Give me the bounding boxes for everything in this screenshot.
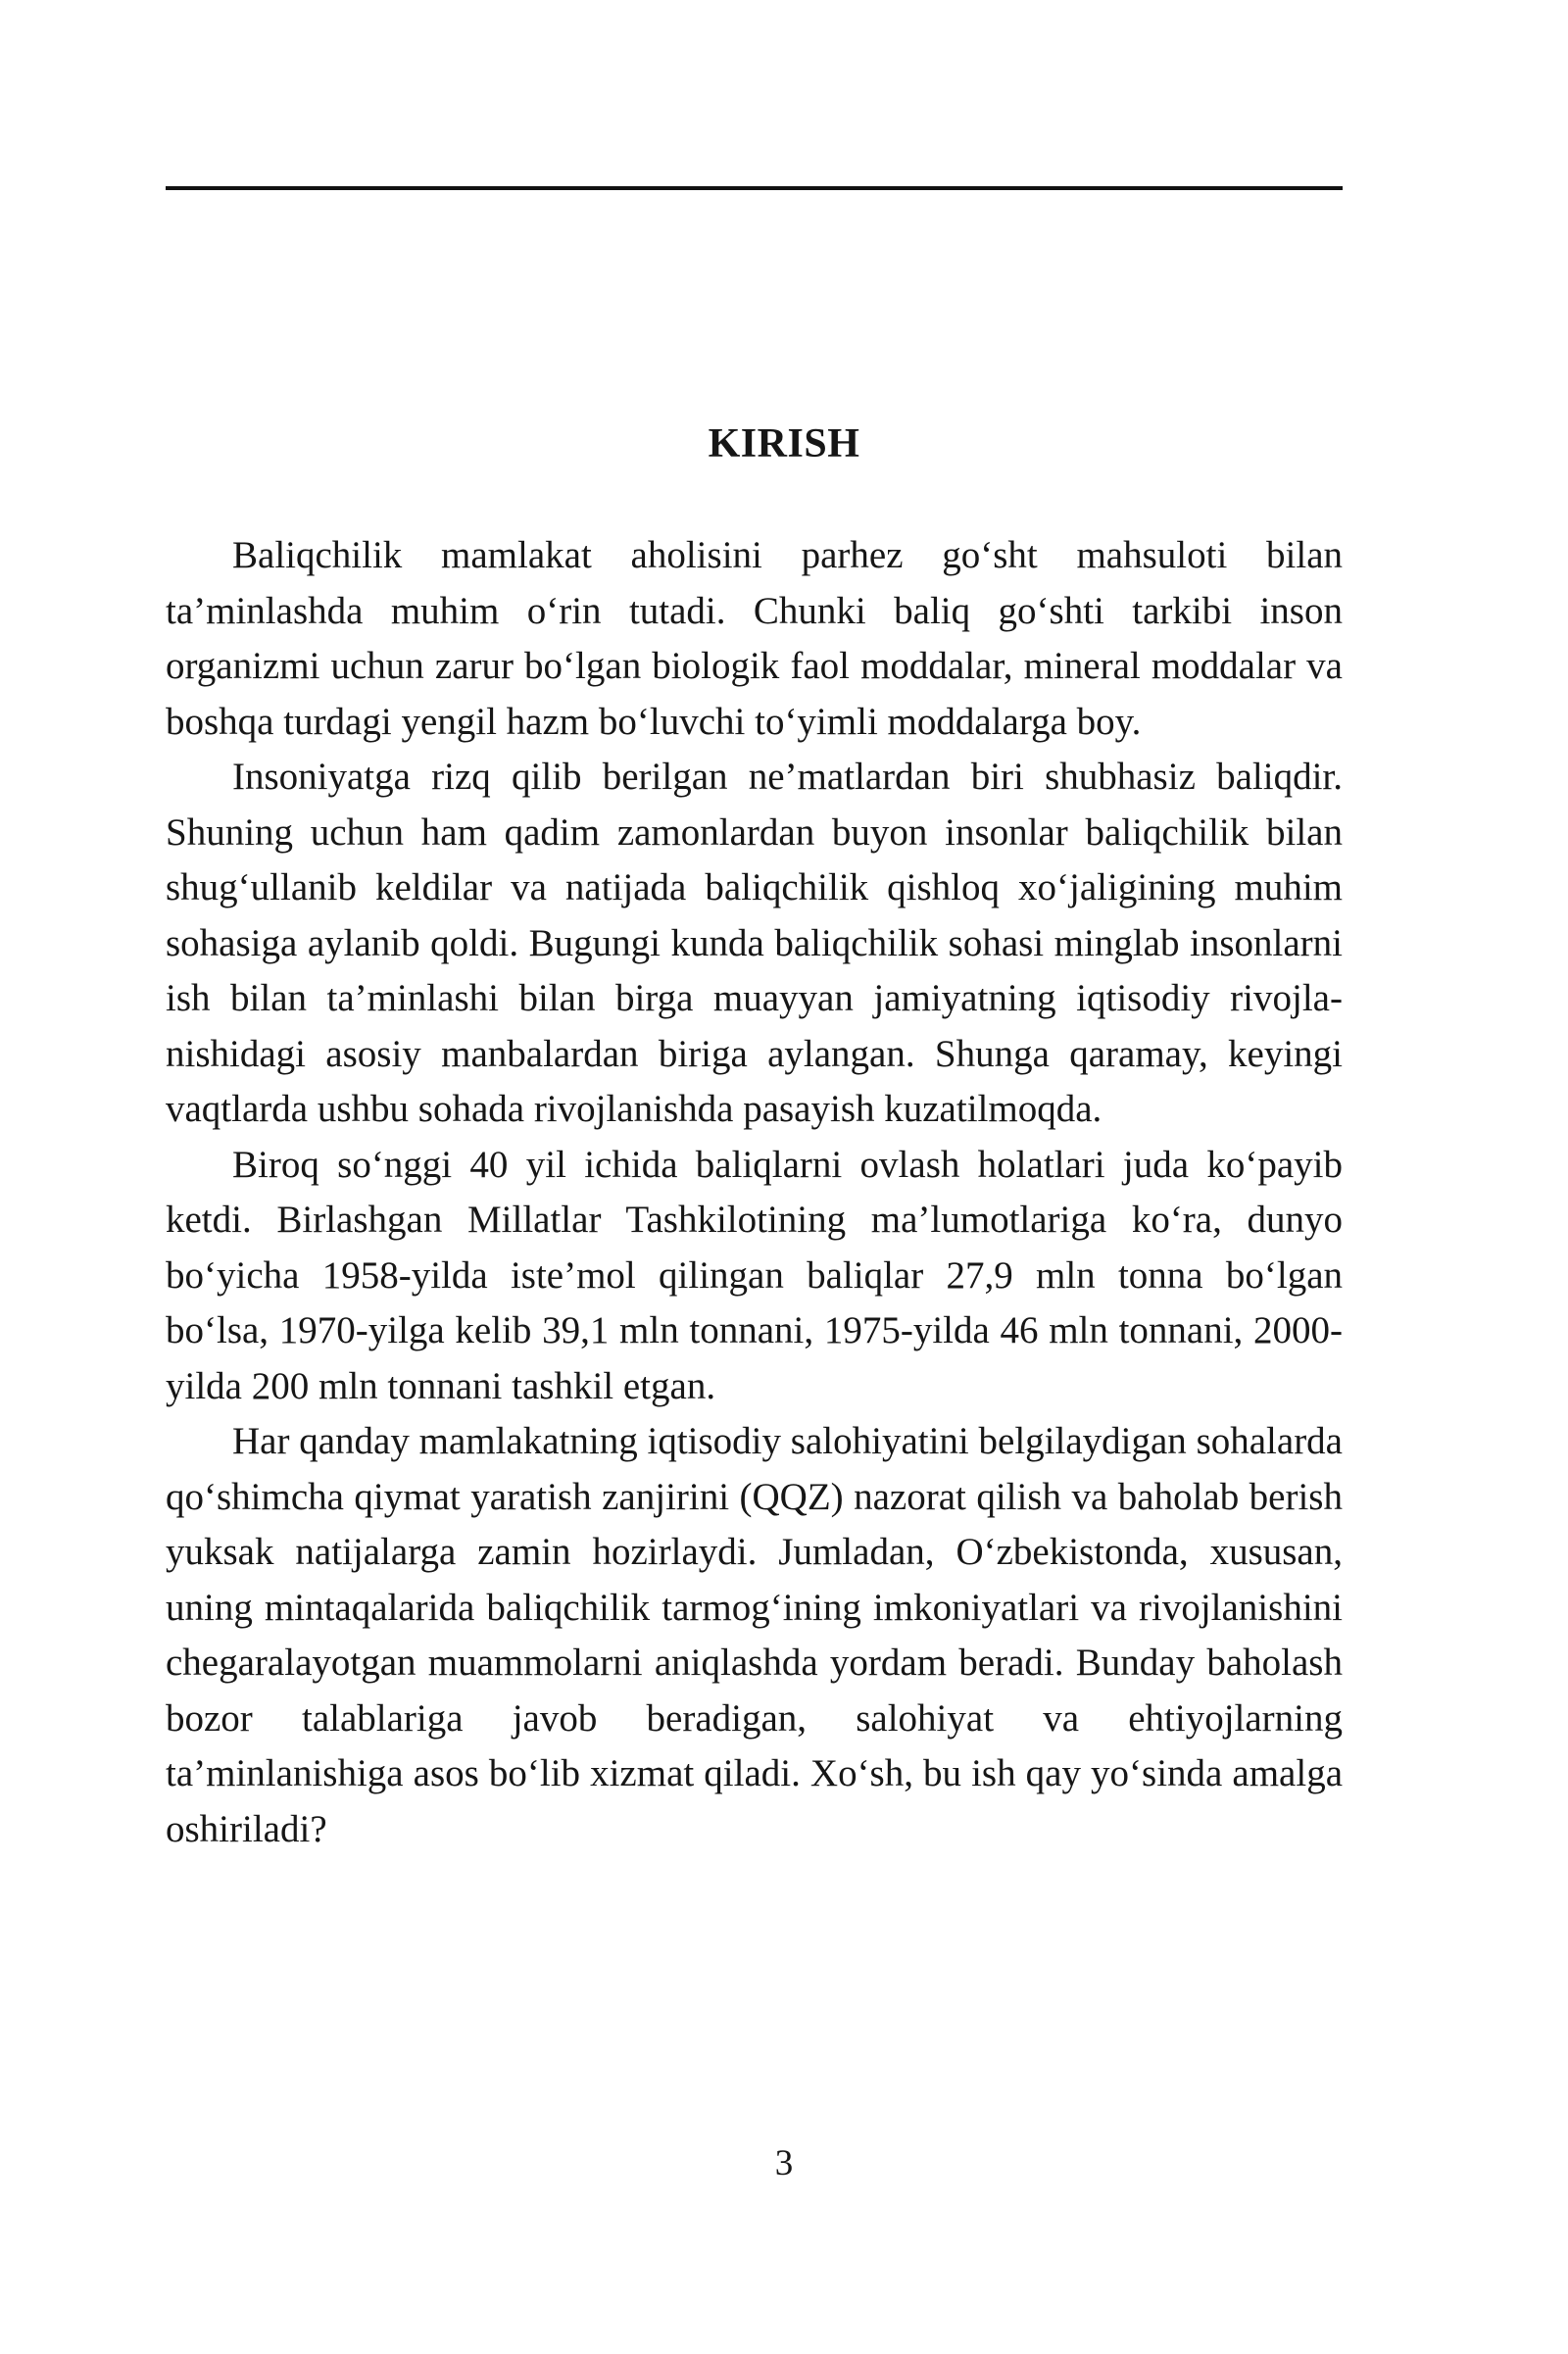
header-rule: [166, 186, 1343, 190]
chapter-heading: KIRISH: [708, 421, 860, 466]
paragraph: Insoniyatga rizq qilib berilgan ne’matlardan biri shubhasiz baliqdir. Shuning uchun ham qadim zamonlardan buyon insonlar baliqchilik bilan shug‘ullanib keldilar va natijada baliqchilik qishloq xo‘jaligining muhim sohasiga aylanib qoldi. Bugungi kunda baliqchilik sohasi minglab insonlarni ish bilan ta’minlashi bilan birga muayyan jamiyatning iqtisodiy rivojlanishidagi asosiy manbalardan biriga aylangan. Shunga qaramay, keyingi vaqtlarda ushbu sohada rivojlanishda pasayish kuzatilmoqda.: [166, 756, 1343, 1130]
paragraph: Baliqchilik mamlakat aholisini parhez go‘sht mahsuloti bilan ta’minlashda muhim o‘rin tutadi. Chunki baliq go‘shti tarkibi inson organizmi uchun zarur bo‘lgan biologik faol moddalar, mineral moddalar va boshqa turdagi yengil hazm bo‘luvchi to‘yimli moddalarga boy.: [166, 534, 1343, 743]
body-text: [166, 528, 1343, 1857]
paragraph: Har qanday mamlakatning iqtisodiy salohiyatini belgilaydigan sohalarda qo‘shimcha qiymat yaratish zanjirini (QQZ) nazorat qilish va baholab berish yuksak natijalarga zamin hozirlaydi. Jumladan, O‘zbekistonda, xususan, uning mintaqalarida baliqchilik tarmog‘ining imkoniyatlari va rivojlanishini chegaralayotgan muammolarni aniqlashda yordam beradi. Bunday baholash bozor talablariga javob beradigan, salohiyat va ehtiyojlarning ta’minlanishiga asos bo‘lib xizmat qiladi. Xo‘sh, bu ish qay yo‘sinda amalga oshiriladi?: [166, 1420, 1343, 1850]
page-number: 3: [774, 2143, 794, 2183]
paragraph: Biroq so‘nggi 40 yil ichida baliqlarni ovlash holatlari juda ko‘payib ketdi. Birlashgan Millatlar Tashkilotining ma’lumotlariga ko‘ra, dunyo bo‘yicha 1958-yilda iste’mol qilingan baliqlar 27,9 mln tonna bo‘lgan bo‘lsa, 1970-yilga kelib 39,1 mln tonnani, 1975-yilda 46 mln tonnani, 2000-yilda 200 mln tonnani tashkil etgan.: [166, 1143, 1343, 1407]
